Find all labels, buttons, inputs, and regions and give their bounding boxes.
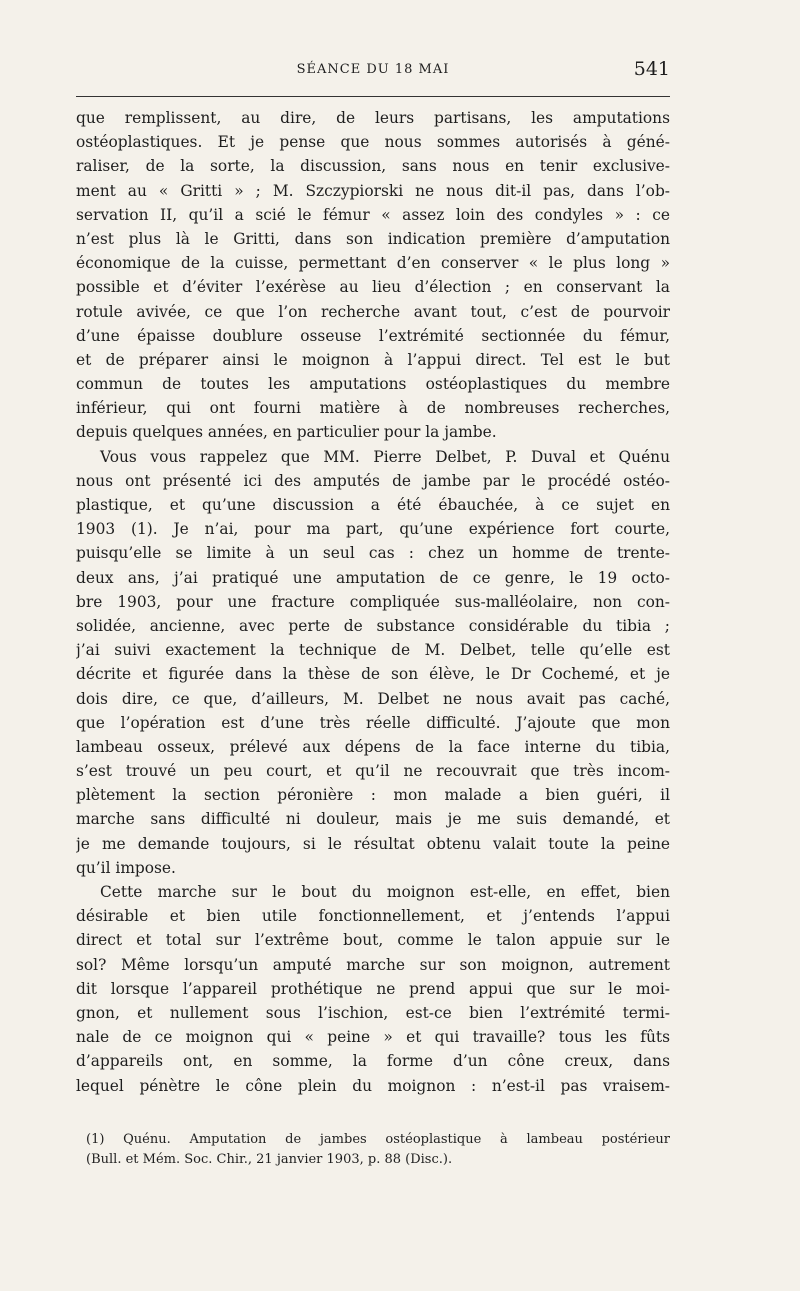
text-line: gnon, et nullement sous l’ischion, est-ce bien l’extrémité termi-	[76, 1003, 670, 1022]
text-line: plètement la section péronière : mon malade a bien guéri, il	[76, 786, 670, 805]
text-line: Vous vous rappelez que MM. Pierre Delbet, P. Duval et Quénu	[100, 447, 670, 466]
text-line: plastique, et qu’une discussion a été ébauchée, à ce sujet en	[76, 496, 670, 514]
page-number: 541	[633, 58, 670, 80]
text-line: 1903 (1). Je n’ai, pour ma part, qu’une expérience fort courte,	[76, 520, 670, 539]
text-line: possible et d’éviter l’exérèse au lieu d’élection ; en conservant la	[76, 278, 670, 297]
text-line: depuis quelques années, en particulier pour la jambe.	[76, 423, 497, 442]
text-line: deux ans, j’ai pratiqué une amputation de ce genre, le 19 octo-	[76, 568, 670, 587]
text-line: j’ai suivi exactement la technique de M. Delbet, telle qu’elle est	[76, 641, 670, 660]
running-title: SÉANCE DU 18 MAI	[296, 62, 450, 77]
text-line: marche sans difficulté ni douleur, mais je me suis demandé, et	[76, 810, 670, 829]
text-line: que remplissent, au dire, de leurs partisans, les amputations	[76, 109, 670, 127]
text-line: qu’il impose.	[76, 858, 176, 877]
text-line: dois dire, ce que, d’ailleurs, M. Delbet ne nous avait pas caché,	[76, 689, 670, 708]
text-line: s’est trouvé un peu court, et qu’il ne recouvrait que très incom-	[76, 762, 670, 781]
text-line: lequel pénètre le cône plein du moignon : n’est-il pas vraisem-	[76, 1076, 670, 1095]
text-line: direct et total sur l’extrême bout, comme le talon appuie sur le	[76, 931, 670, 950]
footnotes	[86, 1130, 670, 1170]
text-line: ment au « Gritti » ; M. Szczypiorski ne nous dit-il pas, dans l’ob-	[76, 181, 670, 200]
text-line: Cette marche sur le bout du moignon est-elle, en effet, bien	[100, 883, 670, 901]
text-line: désirable et bien utile fonctionnellement, et j’entends l’appui	[76, 907, 670, 926]
text-line: raliser, de la sorte, la discussion, sans nous en tenir exclusive-	[76, 157, 670, 176]
footnote-line: (Bull. et Mém. Soc. Chir., 21 janvier 1903, p. 88 (Disc.).	[86, 1152, 453, 1167]
text-line: lambeau osseux, prélevé aux dépens de la face interne du tibia,	[76, 737, 670, 756]
text-line: d’appareils ont, en somme, la forme d’un cône creux, dans	[76, 1052, 670, 1071]
page-header	[76, 58, 670, 86]
text-line: commun de toutes les amputations ostéoplastiques du membre	[76, 375, 670, 394]
body-text	[76, 106, 670, 1098]
text-line: que l’opération est d’une très réelle difficulté. J’ajoute que mon	[76, 713, 670, 732]
text-line: servation II, qu’il a scié le fémur « assez loin des condyles » : ce	[76, 205, 670, 224]
text-line: puisqu’elle se limite à un seul cas : chez un homme de trente-	[76, 544, 670, 563]
text-line: nous ont présenté ici des amputés de jambe par le procédé ostéo-	[76, 471, 670, 490]
text-line: ostéoplastiques. Et je pense que nous sommes autorisés à géné-	[76, 133, 670, 152]
text-line: inférieur, qui ont fourni matière à de nombreuses recherches,	[76, 399, 670, 418]
text-line: décrite et figurée dans la thèse de son élève, le Dr Cochemé, et je	[76, 665, 670, 684]
text-line: solidée, ancienne, avec perte de substance considérable du tibia ;	[76, 616, 670, 635]
text-line: je me demande toujours, si le résultat obtenu valait toute la peine	[76, 834, 670, 853]
text-line: d’une épaisse doublure osseuse l’extrémité sectionnée du fémur,	[76, 326, 670, 345]
text-line: bre 1903, pour une fracture compliquée sus-malléolaire, non con-	[76, 592, 670, 611]
text-line: rotule avivée, ce que l’on recherche avant tout, c’est de pourvoir	[76, 302, 670, 321]
header-rule	[76, 96, 670, 97]
footnote-line: (1) Quénu. Amputation de jambes ostéoplastique à lambeau postérieur	[86, 1132, 670, 1147]
text-line: économique de la cuisse, permettant d’en conserver « le plus long »	[76, 254, 670, 273]
text-line: nale de ce moignon qui « peine » et qui travaille? tous les fûts	[76, 1028, 670, 1047]
text-line: n’est plus là le Gritti, dans son indication première d’amputation	[76, 229, 670, 248]
text-line: dit lorsque l’appareil prothétique ne prend appui que sur le moi-	[76, 979, 670, 998]
text-line: et de préparer ainsi le moignon à l’appui direct. Tel est le but	[76, 350, 670, 369]
text-line: sol? Même lorsqu’un amputé marche sur son moignon, autrement	[76, 955, 670, 974]
